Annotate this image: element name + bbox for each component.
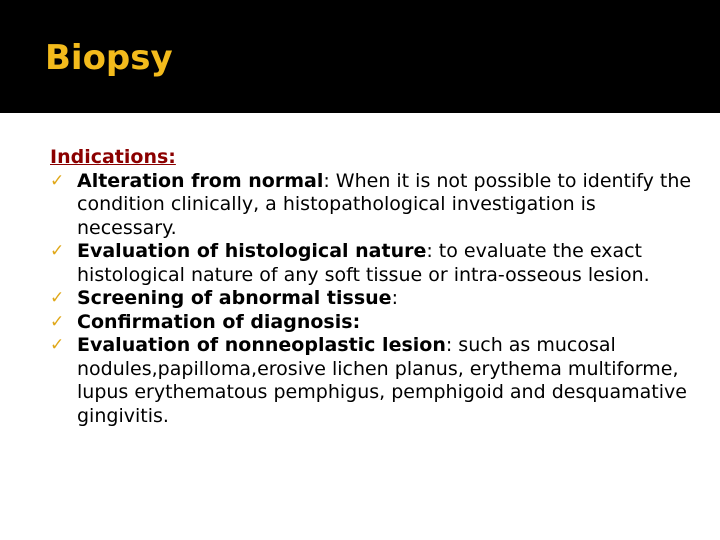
item-term: Evaluation of nonneoplastic lesion	[77, 334, 446, 356]
slide-content	[50, 146, 700, 428]
indications-list	[50, 170, 700, 429]
item-text: : When it is not possible to identify the condition clinically, a histopathological investigation is necessary.	[77, 169, 692, 239]
slide-title: Biopsy	[45, 38, 173, 78]
check-icon: ✓	[50, 311, 65, 332]
indications-heading: Indications:	[50, 146, 176, 168]
title-bar	[0, 0, 720, 113]
list-item	[50, 311, 700, 335]
item-term: Screening of abnormal tissue	[77, 287, 392, 309]
item-term: Alteration from normal	[77, 169, 324, 192]
item-text: : such as mucosal nodules,papilloma,erosive lichen planus, erythema multiforme, lupus erythematous pemphigus, pemphigoid and desquamative gingivitis.	[77, 334, 687, 427]
list-item	[50, 334, 700, 428]
item-text: : to evaluate the exact histological nature of any soft tissue or intra-osseous lesion.	[77, 240, 650, 286]
check-icon: ✓	[50, 335, 65, 355]
check-icon: ✓	[50, 288, 65, 308]
item-term: Confirmation of diagnosis:	[77, 310, 361, 333]
check-icon: ✓	[50, 241, 65, 261]
list-item	[50, 240, 700, 287]
check-icon: ✓	[50, 170, 65, 191]
list-item	[50, 287, 700, 311]
list-item	[50, 170, 700, 241]
item-text: :	[391, 287, 398, 309]
item-term: Evaluation of histological nature	[77, 240, 427, 262]
